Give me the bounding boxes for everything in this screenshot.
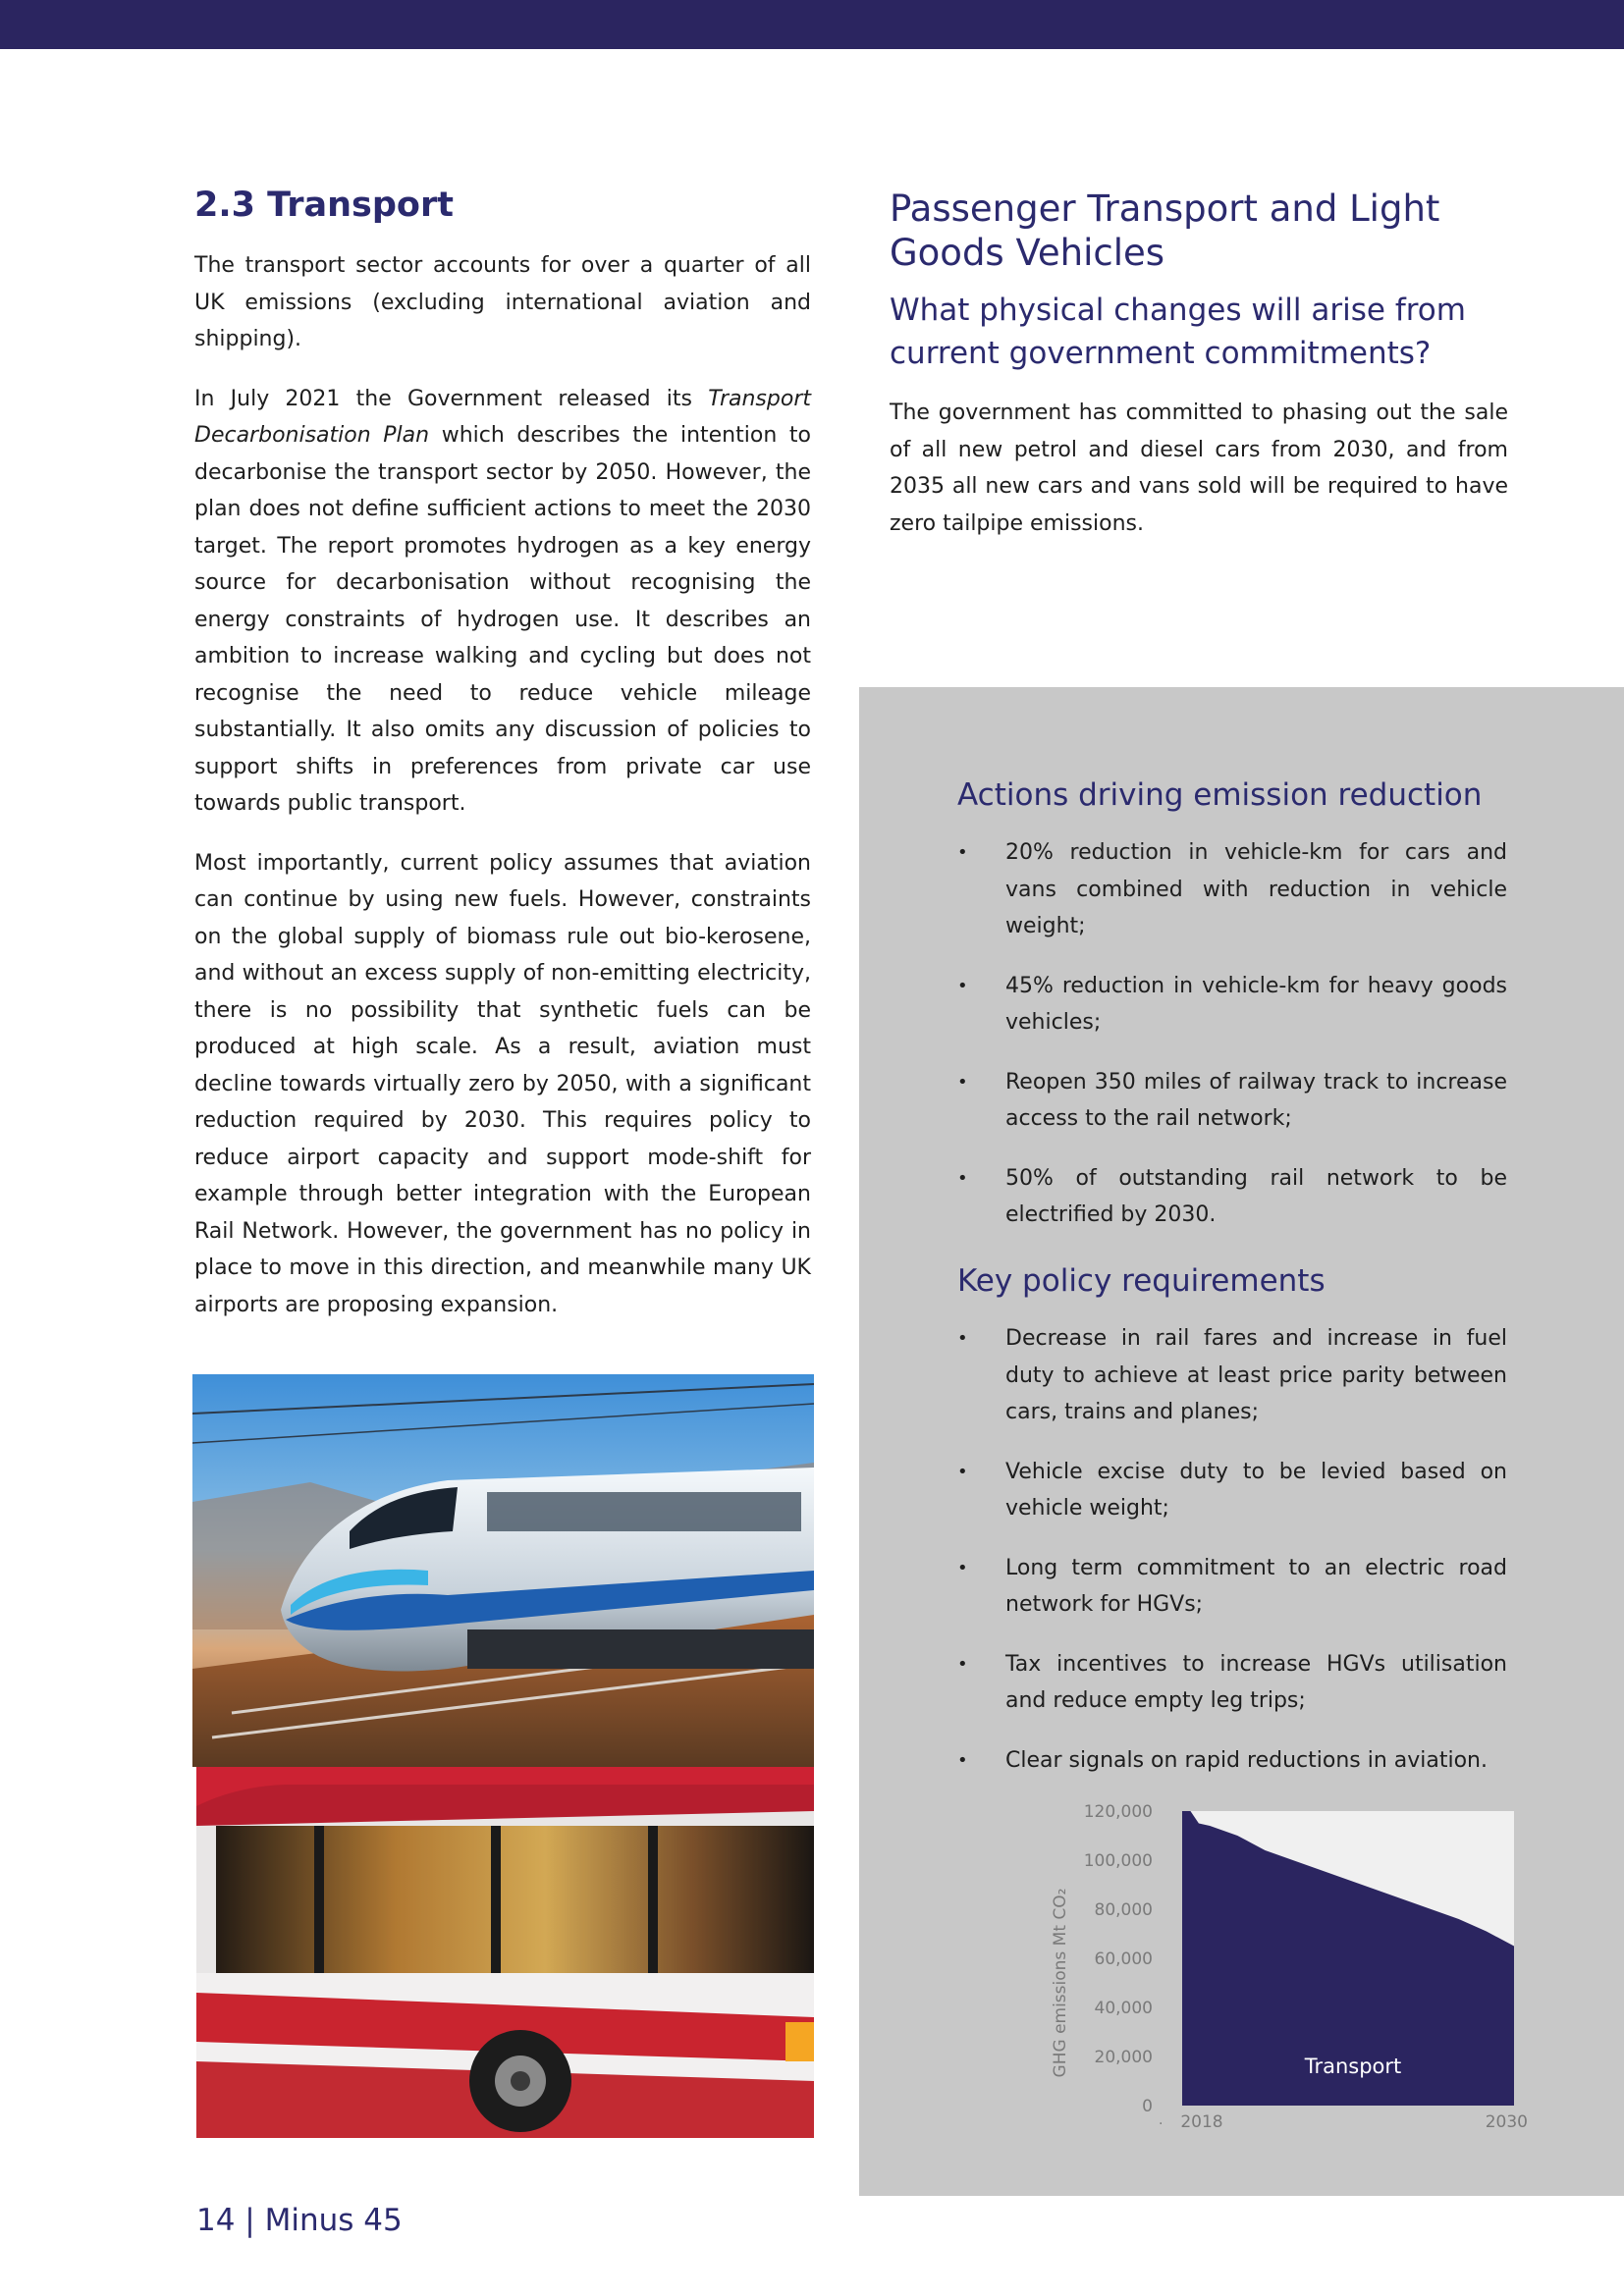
list-item: • Long term commitment to an electric road network for HGVs;: [957, 1550, 1507, 1624]
list-item: • 45% reduction in vehicle-km for heavy goods vehicles;: [957, 968, 1507, 1041]
page-footer: [196, 2203, 403, 2238]
y-tick-label: 100,000: [1083, 1851, 1153, 1871]
actions-list: [957, 834, 1507, 1234]
x-tick-label: 2030: [1485, 2112, 1528, 2132]
tick-mark-dot: .: [1159, 2112, 1164, 2128]
x-tick-label: 2018: [1180, 2112, 1223, 2132]
policy-list: [957, 1320, 1507, 1779]
passenger-transport-heading: Passenger Transport and Light Goods Vehicles: [890, 187, 1440, 274]
y-axis-label: GHG emissions Mt CO₂: [1051, 1888, 1070, 2078]
series-label: Transport: [1304, 2055, 1402, 2078]
y-tick-labels: [1084, 1802, 1153, 2116]
x-tick-labels: [1180, 2112, 1528, 2132]
y-tick-label: 20,000: [1094, 2048, 1153, 2067]
policy-heading: Key policy requirements: [957, 1262, 1326, 1299]
actions-heading: Actions driving emission reduction: [957, 777, 1483, 813]
photo-collage: [192, 1374, 814, 2138]
y-tick-label: 80,000: [1094, 1900, 1153, 1920]
plan-title: Transport Decarbonisation Plan: [194, 386, 811, 448]
aviation-paragraph: Most importantly, current policy assumes that aviation can continue by using new fuels. However, constraints on the global supply of biomass rule out bio-kerosene, and without an excess supply of non-emitting electricity, there is no possibility that synthetic fuels can be produced at high scale. As a result, aviation must decline towards virtually zero by 2050, with a significant reduction required by 2030. This requires policy to reduce airport capacity and support mode-shift for example through better integration with the European Rail Network. However, the government has no policy in place to move in this direction, and meanwhile many UK airports are proposing expansion.: [194, 850, 811, 1317]
y-tick-label: 60,000: [1094, 1949, 1153, 1969]
commitments-paragraph: The government has committed to phasing out the sale of all new petrol and diesel cars from 2030, and from 2035 all new cars and vans sold will be required to have zero tailpipe emissions.: [890, 400, 1508, 536]
list-item: • 20% reduction in vehicle-km for cars and vans combined with reduction in vehicle weight;: [957, 834, 1507, 945]
intro-paragraph: The transport sector accounts for over a quarter of all UK emissions (excluding international aviation and shipping).: [194, 253, 811, 351]
physical-changes-subheading: What physical changes will arise from current government commitments?: [890, 293, 1466, 371]
emissions-area-chart: [1021, 1796, 1532, 2150]
right-column: [890, 187, 1508, 564]
top-brand-bar: [0, 0, 1624, 49]
plan-paragraph: In July 2021 the Government released its Transport Decarbonisation Plan which describes the intention to decarbonise the transport sector by 2050. However, the plan does not define sufficient actions to meet the 2030 target. The report promotes hydrogen as a key energy source for decarbonisation without recognising the energy constraints of hydrogen use. It describes an ambition to increase walking and cycling but does not recognise the need to reduce vehicle mileage substantially. It also omits any discussion of policies to support shifts in preferences from private car use towards public transport.: [194, 386, 811, 816]
list-item: • Tax incentives to increase HGVs utilisation and reduce empty leg trips;: [957, 1646, 1507, 1720]
left-column: [194, 185, 811, 1346]
list-item: • 50% of outstanding rail network to be electrified by 2030.: [957, 1160, 1507, 1234]
publication-title: Minus 45: [264, 2203, 403, 2238]
section-title: 2.3 Transport: [194, 186, 454, 225]
bus-photo: [196, 1767, 814, 2138]
train-photo: [192, 1374, 814, 1767]
list-item: • Decrease in rail fares and increase in fuel duty to achieve at least price parity between cars, trains and planes;: [957, 1320, 1507, 1431]
page-number: 14: [196, 2203, 236, 2238]
list-item: • Reopen 350 miles of railway track to increase access to the rail network;: [957, 1064, 1507, 1138]
footer-separator: |: [235, 2203, 265, 2238]
y-tick-label: 0: [1142, 2097, 1153, 2116]
y-tick-label: 40,000: [1094, 1999, 1153, 2018]
list-item: • Vehicle excise duty to be levied based on vehicle weight;: [957, 1454, 1507, 1527]
list-item: • Clear signals on rapid reductions in aviation.: [957, 1742, 1507, 1780]
y-tick-label: 120,000: [1083, 1802, 1153, 1822]
